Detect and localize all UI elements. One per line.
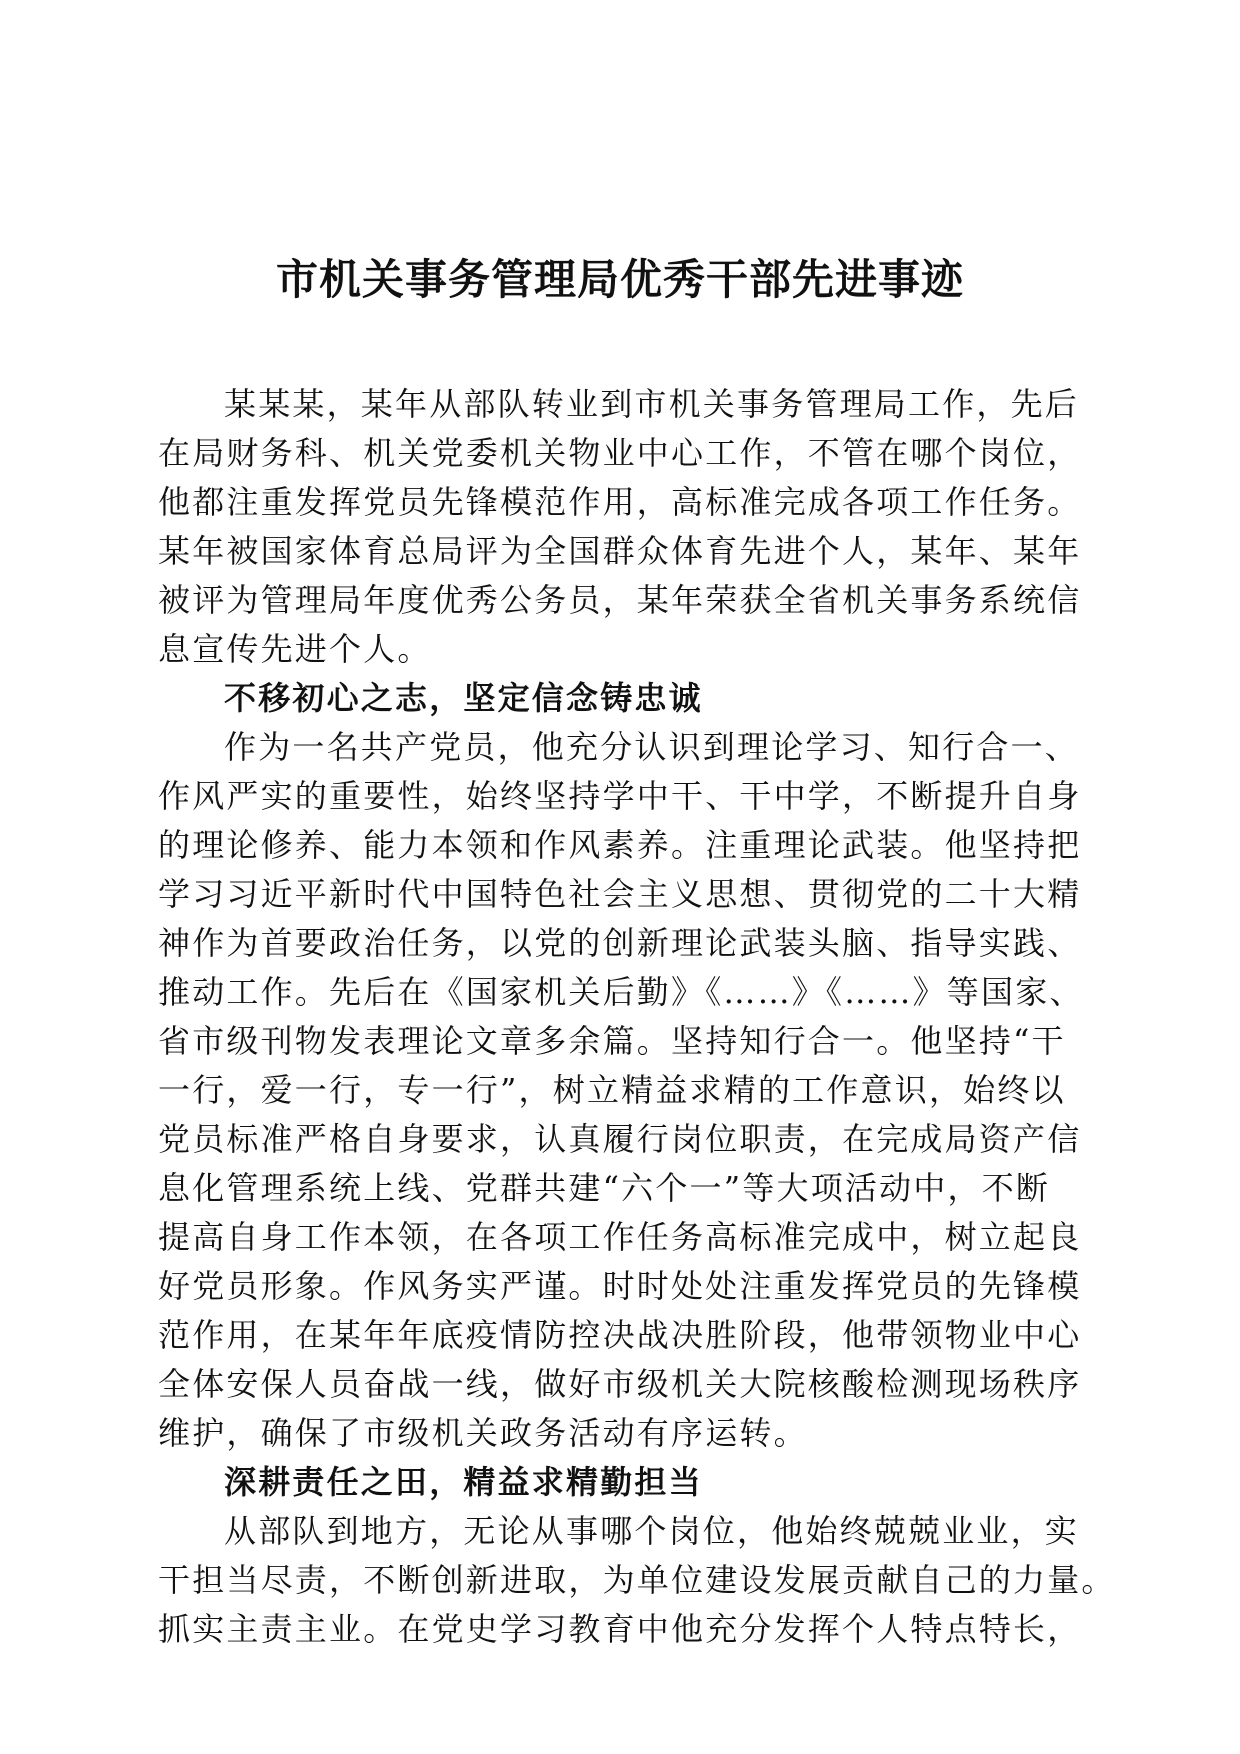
body-line: 干担当尽责，不断创新进取，为单位建设发展贡献自己的力量。 [158, 1561, 1116, 1599]
body-line: 好党员形象。作风务实严谨。时时处处注重发挥党员的先锋模 [158, 1267, 1082, 1305]
body-line: 作为一名共产党员，他充分认识到理论学习、知行合一、 [224, 728, 1080, 766]
body-line: 学习习近平新时代中国特色社会主义思想、贯彻党的二十大精 [158, 875, 1082, 913]
body-line: 从部队到地方，无论从事哪个岗位，他始终兢兢业业，实 [224, 1512, 1080, 1550]
body-line: 范作用，在某年年底疫情防控决战决胜阶段，他带领物业中心 [158, 1316, 1082, 1354]
body-line: 作风严实的重要性，始终坚持学中干、干中学，不断提升自身 [158, 777, 1082, 815]
section-heading: 深耕责任之田，精益求精勤担当 [224, 1463, 703, 1501]
body-line: 提高自身工作本领，在各项工作任务高标准完成中，树立起良 [158, 1218, 1082, 1256]
body-line: 某年被国家体育总局评为全国群众体育先进个人，某年、某年 [158, 532, 1082, 570]
body-line: 抓实主责主业。在党史学习教育中他充分发挥个人特点特长， [158, 1610, 1082, 1648]
body-line: 神作为首要政治任务，以党的创新理论武装头脑、指导实践、 [158, 924, 1082, 962]
body-line: 推动工作。先后在《国家机关后勤》《……》《……》等国家、 [158, 973, 1084, 1011]
body-line: 息宣传先进个人。 [158, 630, 432, 668]
body-line: 省市级刊物发表理论文章多余篇。坚持知行合一。他坚持“干 [158, 1022, 1066, 1060]
body-line: 的理论修养、能力本领和作风素养。注重理论武装。他坚持把 [158, 826, 1082, 864]
body-line: 某某某，某年从部队转业到市机关事务管理局工作，先后 [224, 385, 1080, 423]
body-line: 党员标准严格自身要求，认真履行岗位职责，在完成局资产信 [158, 1120, 1082, 1158]
document-title: 市机关事务管理局优秀干部先进事迹 [275, 255, 964, 304]
body-line: 他都注重发挥党员先锋模范作用，高标准完成各项工作任务。 [158, 483, 1082, 521]
body-line: 全体安保人员奋战一线，做好市级机关大院核酸检测现场秩序 [158, 1365, 1082, 1403]
section-heading: 不移初心之志，坚定信念铸忠诚 [224, 679, 703, 717]
body-line: 被评为管理局年度优秀公务员，某年荣获全省机关事务系统信 [158, 581, 1082, 619]
body-line: 维护，确保了市级机关政务活动有序运转。 [158, 1414, 808, 1452]
body-line: 在局财务科、机关党委机关物业中心工作，不管在哪个岗位， [158, 434, 1082, 472]
body-line: 一行，爱一行，专一行”，树立精益求精的工作意识，始终以 [158, 1071, 1066, 1109]
body-line: 息化管理系统上线、党群共建“六个一”等大项活动中，不断 [158, 1169, 1051, 1207]
document-body [158, 380, 1116, 1654]
